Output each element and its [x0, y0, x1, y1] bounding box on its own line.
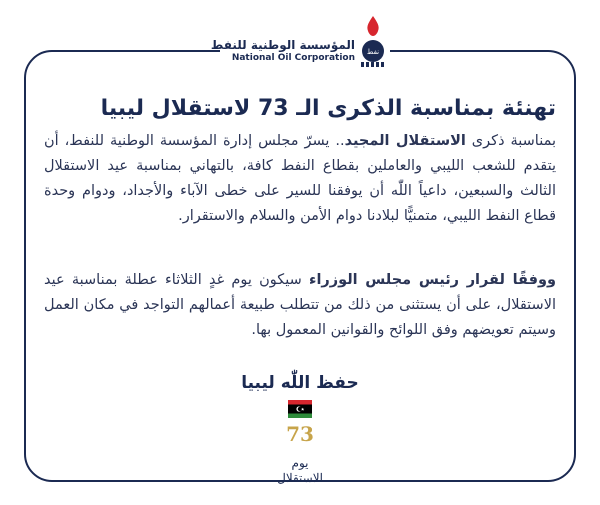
paragraph2-body: سيكون يوم غدٍ الثلاثاء عطلة بمناسبة عيد الاستقلال، على أن يستثنى من ذلك من تتطلب طبيعة أعمالهم التواجد في مكان العمل وسيتم تعويضهم وفق اللوائح والقوانين المعمول بها. — [44, 272, 556, 338]
badge-caption — [270, 456, 330, 486]
paragraph1-body: .. يسرّ مجلس إدارة المؤسسة الوطنية للنفط، أن يتقدم للشعب الليبي والعاملين بقطاع النفط كافة، بالتهاني بمناسبة عيد الاستقلال الثالث والسبعين، داعياً اللّٰه أن يوفقنا للسير على خطى الآباء والأجداد، ودوام وحدة قطاع النفط الليبي، متمنيًّا لبلادنا دوام الأمن والسلام والاستقرار. — [44, 133, 556, 224]
org-logo-text — [211, 38, 355, 64]
badge-number: 73 — [286, 422, 314, 446]
logo-subtext: نفط — [366, 48, 380, 56]
badge-caption-line2: الاستقلال — [277, 471, 323, 485]
holiday-notice-paragraph — [44, 268, 556, 343]
org-name-arabic: المؤسسة الوطنية للنفط — [210, 38, 355, 52]
libya-flag-icon — [288, 400, 312, 418]
page-title: تهنئة بمناسبة الذكرى الـ 73 لاستقلال ليبيا — [100, 96, 556, 121]
congratulation-paragraph — [44, 129, 556, 229]
paragraph1-highlight: الاستقلال المجيد — [344, 133, 466, 149]
org-name-english: National Oil Corporation — [231, 53, 355, 63]
noc-logo-icon — [360, 14, 386, 72]
badge-caption-line1: يوم — [291, 456, 309, 470]
paragraph1-lead: بمناسبة ذكرى — [465, 133, 556, 149]
closing-line: حفظ اللّٰه ليبيا — [241, 373, 359, 393]
paragraph2-highlight: ووفقًا لقرار رئيس مجلس الوزراء — [309, 272, 556, 288]
independence-day-badge — [270, 400, 330, 498]
